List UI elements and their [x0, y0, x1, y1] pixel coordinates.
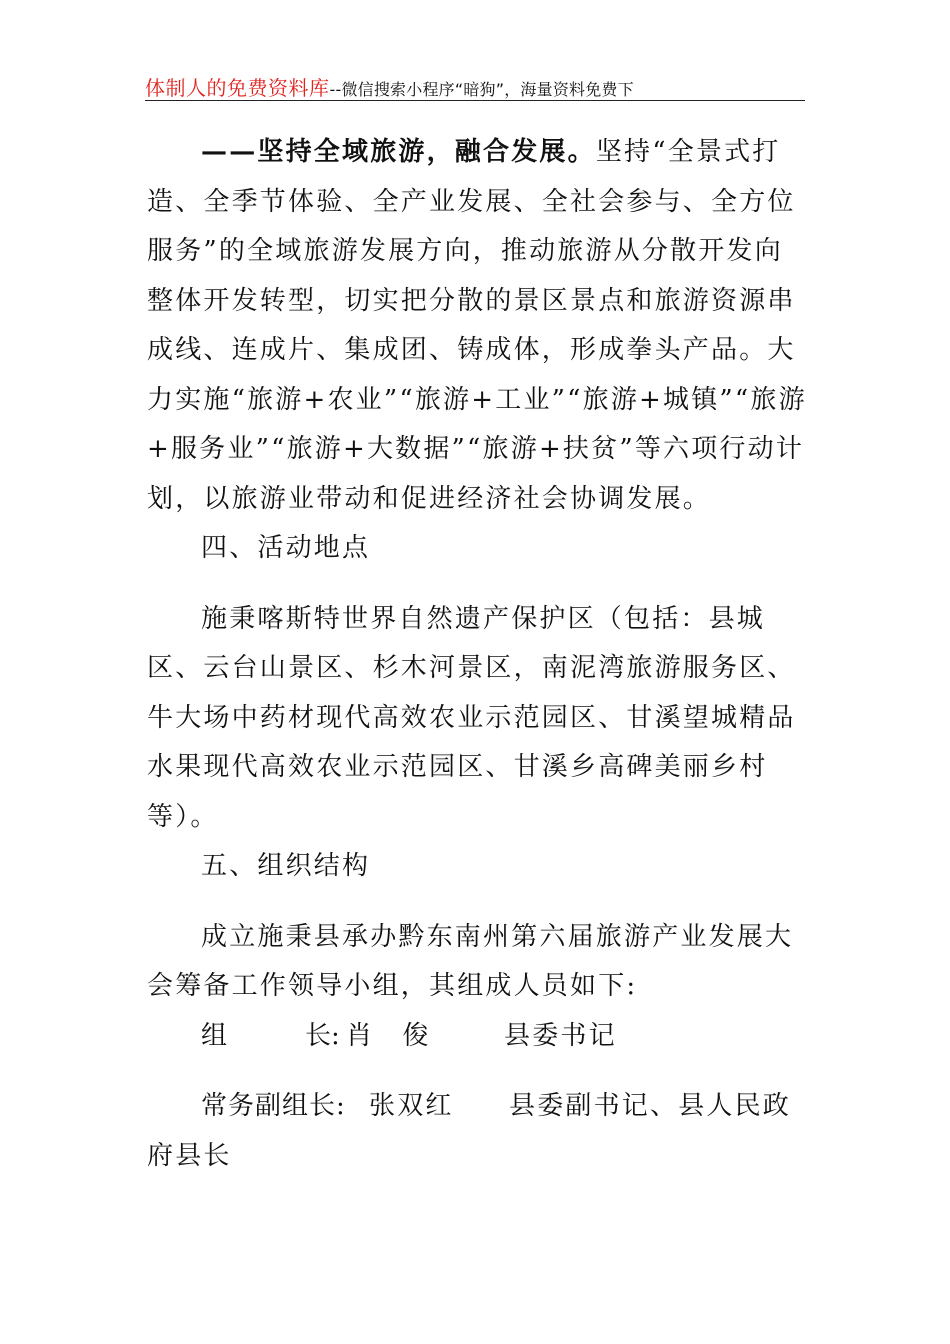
header-brand: 体制人的免费资料库	[145, 76, 330, 100]
member-role: 组 长:	[201, 1020, 340, 1051]
member-name: 肖 俊	[346, 1020, 431, 1051]
principle-text: 坚持“全景式打造、全季节体验、全产业发展、全社会参与、全方位服务”的全域旅游发展方向，推动旅游从分散开发向整体开发转型，切实把分散的景区景点和旅游资源串成线、连成片、集成团、铸成体，形成拳头产品。大力实施“旅游+农业”“旅游+工业”“旅游+城镇”“旅游+服务业”“旅游+大数据”“旅游+扶贫”等六项行动计划，以旅游业带动和促进经济社会协调发展。	[147, 137, 807, 514]
member-name: 张双红	[369, 1091, 454, 1121]
section5-text: 成立施秉县承办黔东南州第六届旅游产业发展大会筹备工作领导小组，其组成人员如下:	[147, 921, 794, 1001]
member-position: 县委副书记、县人民政	[509, 1091, 792, 1121]
member-position-continued: 府县长	[147, 1140, 232, 1171]
principle-paragraph	[147, 128, 807, 524]
section5-title: 五、组织结构	[201, 851, 371, 881]
principle-lead: ——坚持全域旅游，融合发展。	[201, 137, 596, 167]
section4-text: 施秉喀斯特世界自然遗产保护区（包括：县城区、云台山景区、杉木河景区，南泥湾旅游服务区、牛大场中药材现代高效农业示范园区、甘溪望城精品水果现代高效农业示范园区、甘溪乡高碑美丽乡村等）。	[147, 603, 796, 832]
member-role: 常务副组长:	[201, 1091, 346, 1121]
document-body	[147, 128, 807, 1181]
member-row-leader	[147, 1012, 807, 1062]
section4-title: 四、活动地点	[201, 533, 371, 563]
header-note: --微信搜索小程序“暗狗”，海量资料免费下	[329, 80, 634, 99]
member-position: 县委书记	[504, 1020, 617, 1051]
document-header	[145, 72, 805, 102]
member-row-deputy	[147, 1082, 807, 1181]
header-divider	[145, 100, 805, 101]
